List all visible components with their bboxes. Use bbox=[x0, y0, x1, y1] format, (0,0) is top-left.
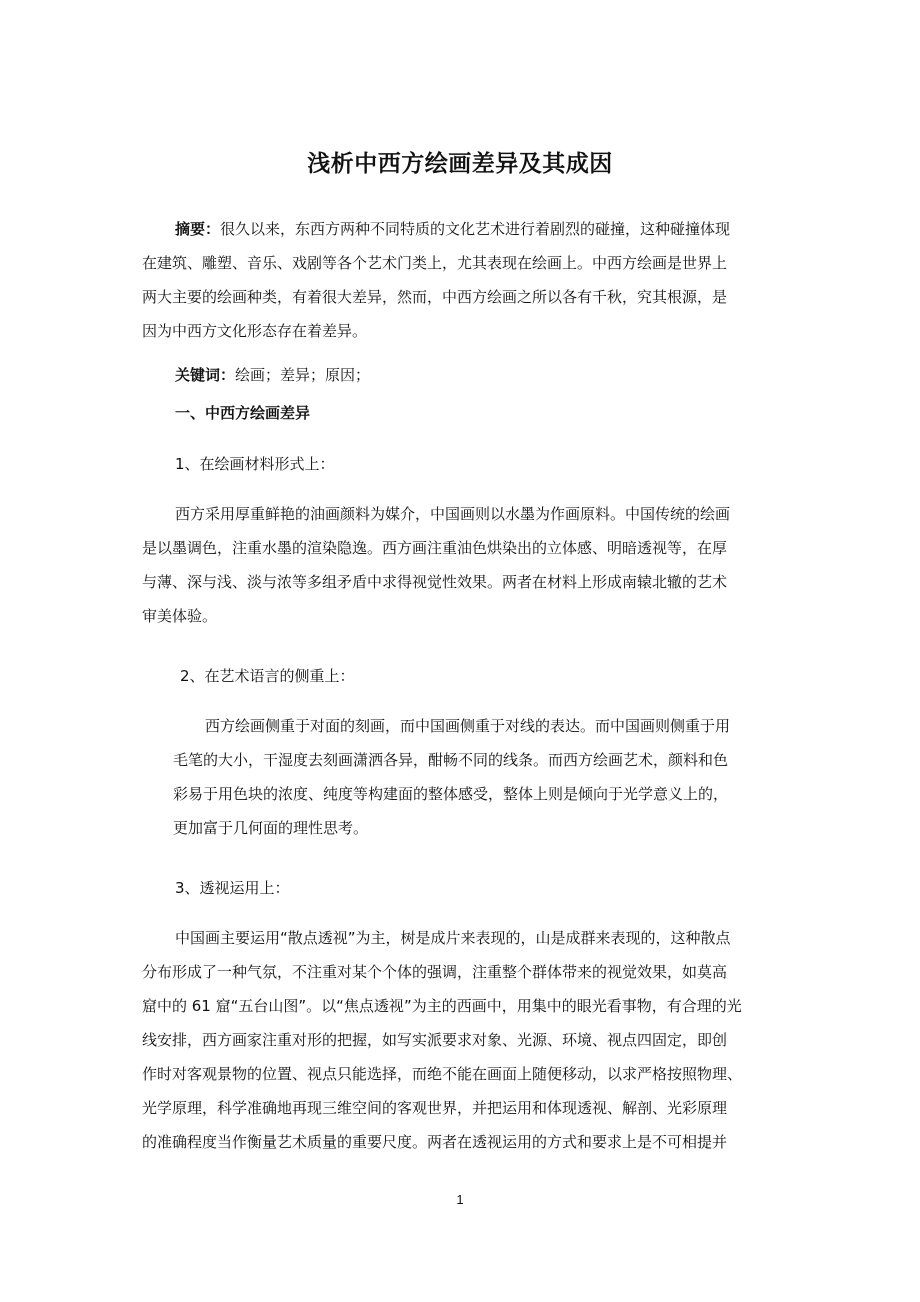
paragraph-body bbox=[173, 743, 728, 845]
paragraph-line: 与薄、深与浅、淡与浓等多组矛盾中求得视觉性效果。两者在材料上形成南辕北辙的艺术 bbox=[142, 573, 728, 591]
paragraph-line: 作时对客观景物的位置、视点只能选择，而绝不能在画面上随便移动，以求严格按照物理、 bbox=[142, 1065, 743, 1083]
subsection-heading: 2、在艺术语言的侧重上： bbox=[180, 667, 355, 685]
paragraph-line: 线安排，西方画家注重对形的把握，如写实派要求对象、光源、环境、视点四固定，即创 bbox=[142, 1031, 728, 1049]
abstract-first-line bbox=[175, 212, 730, 246]
abstract-label: 摘要： bbox=[175, 220, 221, 238]
paragraph-line: 光学原理，科学准确地再现三维空间的客观世界，并把运用和体现透视、解剖、光彩原理 bbox=[142, 1099, 728, 1117]
subsection-heading: 3、透视运用上： bbox=[175, 879, 290, 897]
document-title: 浅析中西方绘画差异及其成因 bbox=[307, 151, 613, 177]
abstract-line: 两大主要的绘画种类，有着很大差异，然而，中西方绘画之所以各有千秋，究其根源，是 bbox=[142, 288, 728, 306]
abstract-body bbox=[142, 246, 727, 348]
paragraph-first-line bbox=[175, 921, 731, 955]
abstract-line: 很久以来，东西方两种不同特质的文化艺术进行着剧烈的碰撞，这种碰撞体现 bbox=[220, 220, 731, 238]
paragraph-line: 彩易于用色块的浓度、纯度等构建面的整体感受，整体上则是倾向于光学意义上的， bbox=[173, 785, 729, 803]
paragraph-line: 毛笔的大小，干湿度去刻画潇洒各异，酣畅不同的线条。而西方绘画艺术，颜料和色 bbox=[173, 751, 729, 769]
paragraph-line: 的准确程度当作衡量艺术质量的重要尺度。两者在透视运用的方式和要求上是不可相提并 bbox=[142, 1133, 728, 1151]
paragraph-first-line bbox=[175, 497, 730, 531]
paragraph-line: 更加富于几何面的理性思考。 bbox=[173, 819, 369, 837]
page-number: 1 bbox=[456, 1192, 464, 1207]
keywords bbox=[175, 364, 370, 385]
paragraph-line: 审美体验。 bbox=[142, 607, 218, 625]
paragraph-line: 中国画主要运用“散点透视”为主，树是成片来表现的，山是成群来表现的，这种散点 bbox=[175, 929, 731, 947]
paragraph-first-line bbox=[205, 709, 730, 743]
paragraph-body bbox=[142, 531, 727, 633]
paragraph-line: 西方采用厚重鲜艳的油画颜料为媒介，中国画则以水墨为作画原料。中国传统的绘画 bbox=[175, 505, 731, 523]
subsection-heading: 1、在绘画材料形式上： bbox=[175, 455, 335, 473]
paragraph-line: 窟中的 61 窟“五台山图”。以“焦点透视”为主的西画中，用集中的眼光看事物，有合理的光 bbox=[142, 997, 742, 1015]
section-heading: 一、中西方绘画差异 bbox=[175, 404, 311, 422]
abstract-line: 因为中西方文化形态存在着差异。 bbox=[142, 322, 368, 340]
abstract-line: 在建筑、雕塑、音乐、戏剧等各个艺术门类上，尤其表现在绘画上。中西方绘画是世界上 bbox=[142, 254, 728, 272]
paragraph-line: 分布形成了一种气氛，不注重对某个个体的强调，注重整个群体带来的视觉效果，如莫高 bbox=[142, 963, 728, 981]
paragraph-line: 西方绘画侧重于对面的刻画，而中国画侧重于对线的表达。而中国画则侧重于用 bbox=[205, 717, 731, 735]
paragraph-line: 是以墨调色，注重水墨的渲染隐逸。西方画注重油色烘染出的立体感、明暗透视等，在厚 bbox=[142, 539, 728, 557]
keywords-label: 关键词： bbox=[175, 366, 236, 384]
keywords-text: 绘画；差异；原因； bbox=[235, 366, 371, 384]
paragraph-body bbox=[142, 955, 742, 1159]
